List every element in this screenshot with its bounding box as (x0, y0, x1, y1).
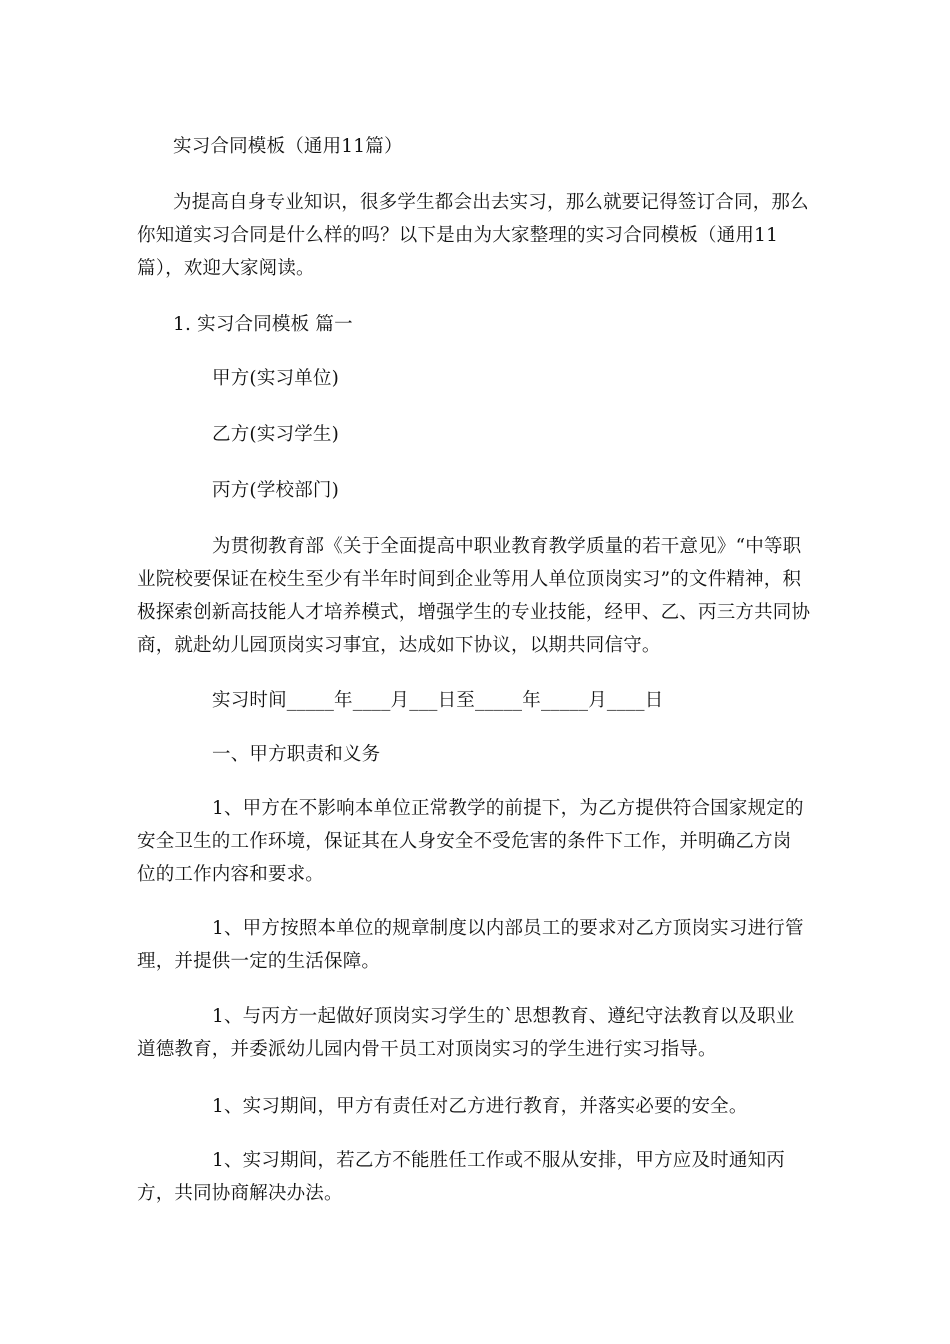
duty-item: 1、实习期间，若乙方不能胜任工作或不服从安排，甲方应及时通知丙方，共同协商解决办法。 (137, 1150, 785, 1204)
party-a-duties-heading: 一、甲方职责和义务 (212, 744, 381, 765)
duty-item: 1、甲方在不影响本单位正常教学的前提下，为乙方提供符合国家规定的安全卫生的工作环境，保证其在人身安全不受危害的条件下工作，并明确乙方岗位的工作内容和要求。 (137, 798, 804, 885)
internship-period-line: 实习时间_____年____月___日至_____年_____月____日 (212, 690, 664, 711)
intro-paragraph: 为提高自身专业知识，很多学生都会出去实习，那么就要记得签订合同，那么你知道实习合同是什么样的吗？以下是由为大家整理的实习合同模板（通用11篇），欢迎大家阅读。 (137, 192, 809, 279)
duty-item: 1、实习期间，甲方有责任对乙方进行教育，并落实必要的安全。 (212, 1096, 748, 1117)
document-title: 实习合同模板（通用11篇） (173, 136, 403, 157)
purpose-paragraph: 为贯彻教育部《关于全面提高中职业教育教学质量的若干意见》“中等职业院校要保证在校生至少有半年时间到企业等用人单位顶岗实习”的文件精神，积极探索创新高技能人才培养模式，增强学生的专业技能，经甲、乙、丙三方共同协商，就赴幼儿园顶岗实习事宜，达成如下协议，以期共同信守。 (137, 536, 811, 656)
duty-item: 1、甲方按照本单位的规章制度以内部员工的要求对乙方顶岗实习进行管理，并提供一定的生活保障。 (137, 918, 804, 972)
party-a-line: 甲方(实习单位) (212, 368, 340, 389)
party-c-line: 丙方(学校部门) (212, 480, 340, 501)
section-heading: 1. 实习合同模板 篇一 (173, 314, 353, 335)
party-b-line: 乙方(实习学生) (212, 424, 340, 445)
duty-item: 1、与丙方一起做好顶岗实习学生的`思想教育、遵纪守法教育以及职业道德教育，并委派幼儿园内骨干员工对顶岗实习的学生进行实习指导。 (137, 1006, 795, 1060)
